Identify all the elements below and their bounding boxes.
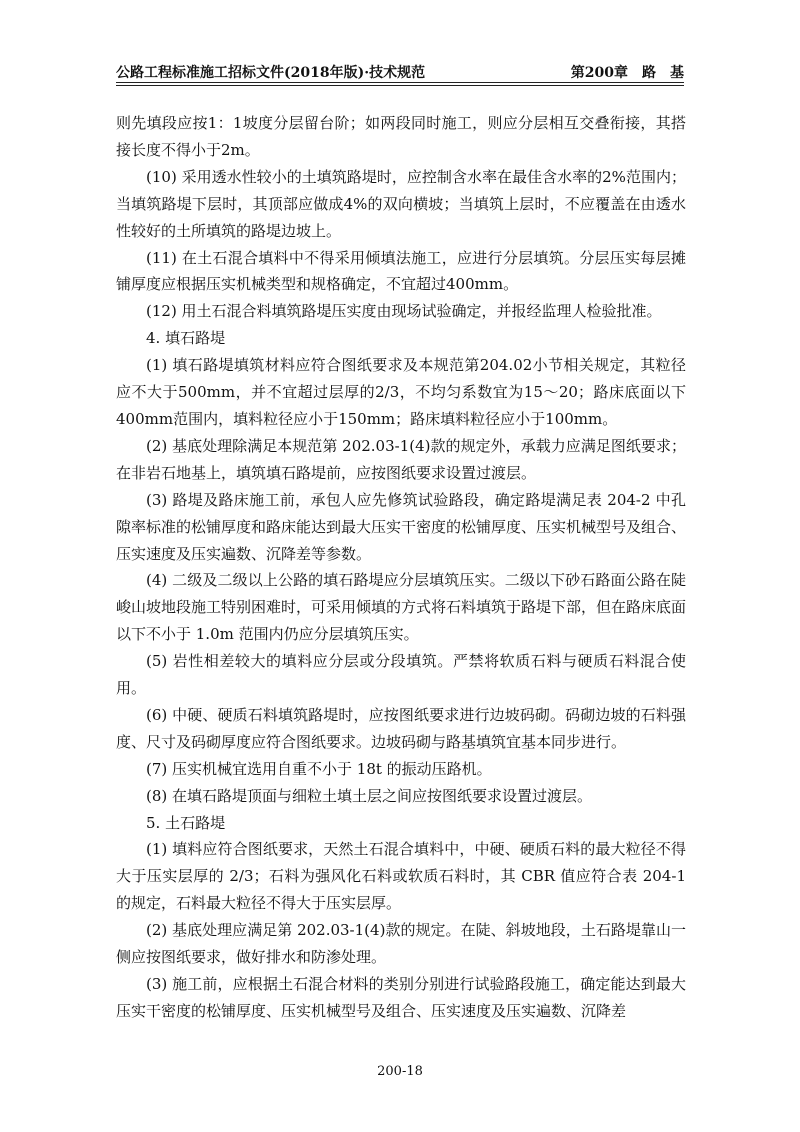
header-rule-thin <box>116 85 684 86</box>
paragraph-5-1: (1) 填料应符合图纸要求，天然土石混合填料中，中硬、硬质石料的最大粒径不得大于压实层厚的 2/3；石料为强风化石料或软质石料时，其 CBR 值应符合表 204-1 的规定，石料最大粒径不得大于压实层厚。 <box>116 840 686 913</box>
paragraph-4-6: (6) 中硬、硬质石料填筑路堤时，应按图纸要求进行边坡码砌。码砌边坡的石料强度、尺寸及码砌厚度应符合图纸要求。边坡码砌与路基填筑宜基本同步进行。 <box>116 705 686 751</box>
paragraph-4-3: (3) 路堤及路床施工前，承包人应先修筑试验路段，确定路堤满足表 204-2 中孔隙率标准的松铺厚度和路床能达到最大压实干密度的松铺厚度、压实机械型号及组合、压实速度及压实遍数、沉降差等参数。 <box>116 490 687 563</box>
header-title: 公路工程标准施工招标文件(2018年版)·技术规范 <box>116 65 426 81</box>
header-chapter: 第200章 路 基 <box>570 65 684 81</box>
paragraph-4-1: (1) 填石路堤填筑材料应符合图纸要求及本规范第204.02小节相关规定，其粒径应不大于500mm，并不宜超过层厚的2/3，不均匀系数宜为15～20；路床底面以下400mm范围内，填料粒径应小于150mm；路床填料粒径应小于100mm。 <box>116 356 686 428</box>
paragraph-4-4: (4) 二级及二级以上公路的填石路堤应分层填筑压实。二级以下砂石路面公路在陡峻山坡地段施工特别困难时，可采用倾填的方式将石料填筑于路堤下部，但在路床底面以下不小于 1.0m 范围内仍应分层填筑压实。 <box>116 571 687 644</box>
paragraph-4-2: (2) 基底处理除满足本规范第 202.03-1(4)款的规定外，承载力应满足图纸要求；在非岩石地基上，填筑填石路堤前，应按图纸要求设置过渡层。 <box>116 436 686 482</box>
paragraph-continuation: 则先填段应按1：1坡度分层留台阶；如两段同时施工，则应分层相互交叠衔接，其搭接长度不得小于2m。 <box>116 114 686 159</box>
paragraph-5-2: (2) 基底处理应满足第 202.03-1(4)款的规定。在陡、斜坡地段，土石路堤靠山一侧应按图纸要求，做好排水和防渗处理。 <box>116 921 686 967</box>
paragraph-item-12: (12) 用土石混合料填筑路堤压实度由现场试验确定，并报经监理人检验批准。 <box>146 302 662 321</box>
body-text <box>116 110 686 1025</box>
paragraph-4-8: (8) 在填石路堤顶面与细粒土填土层之间应按图纸要求设置过渡层。 <box>146 786 593 805</box>
section-heading-4: 4. 填石路堤 <box>146 329 226 348</box>
paragraph-4-5: (5) 岩性相差较大的填料应分层或分段填筑。严禁将软质石料与硬质石料混合使用。 <box>116 652 686 698</box>
paragraph-4-7: (7) 压实机械宜选用自重不小于 18t 的振动压路机。 <box>146 759 492 778</box>
paragraph-item-10: (10) 采用透水性较小的土填筑路堤时，应控制含水率在最佳含水率的2%范围内；当填筑路堤下层时，其顶部应做成4%的双向横坡；当填筑上层时，不应覆盖在由透水性较好的土所填筑的路堤边坡上。 <box>116 167 686 240</box>
paragraph-item-11: (11) 在土石混合填料中不得采用倾填法施工，应进行分层填筑。分层压实每层摊铺厚度应根据压实机械类型和规格确定，不宜超过400mm。 <box>116 248 686 294</box>
page-number: 200-18 <box>377 1064 423 1079</box>
section-heading-5: 5. 土石路堤 <box>146 813 226 832</box>
header-rule <box>116 82 684 83</box>
page-header <box>116 58 684 82</box>
paragraph-5-3: (3) 施工前，应根据土石混合材料的类别分别进行试验路段施工，确定能达到最大压实干密度的松铺厚度、压实机械型号及组合、压实速度及压实遍数、沉降差 <box>116 975 686 1020</box>
